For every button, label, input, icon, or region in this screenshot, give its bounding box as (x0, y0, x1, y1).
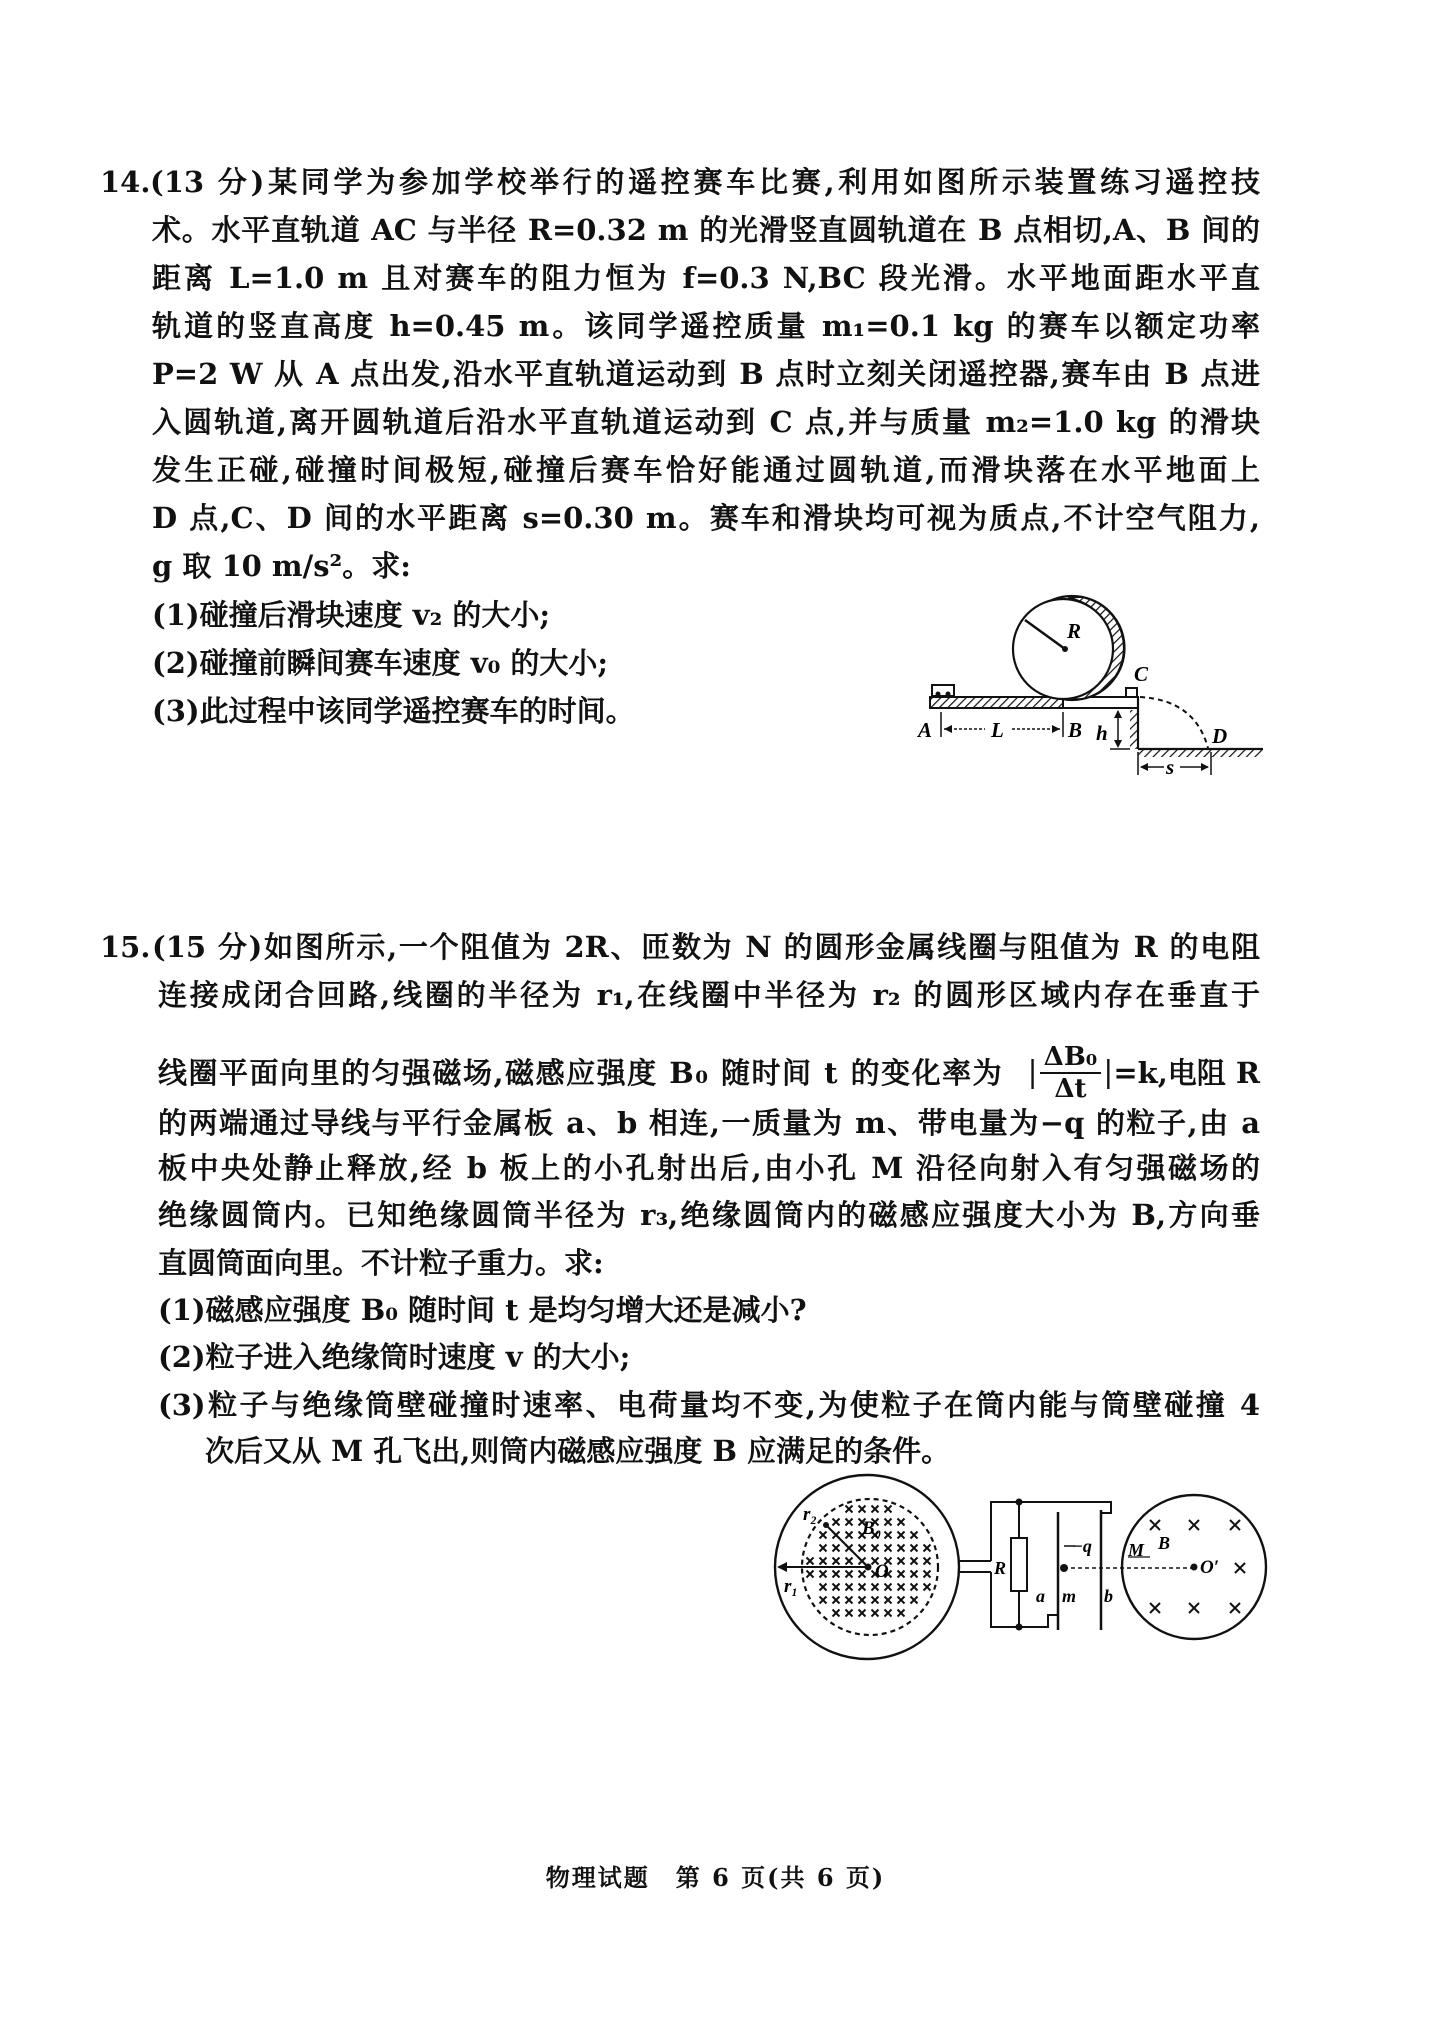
field-cross-mark (885, 1545, 892, 1552)
label-B: B (1158, 1533, 1171, 1553)
field-cross-mark (924, 1558, 931, 1565)
field-cross-mark (846, 1506, 853, 1513)
subquestion: (1)碰撞后滑块速度 v₂ 的大小; (152, 598, 551, 632)
field-cross-mark (872, 1545, 879, 1552)
label-D: D (1212, 724, 1228, 748)
question-text-line: g 取 10 m/s²。求: (152, 549, 411, 583)
label-b: b (1104, 1586, 1113, 1606)
label-A: A (918, 718, 933, 742)
question-text-line-with-fraction: 线圈平面向里的匀强磁场,磁感应强度 B₀ 随时间 t 的变化率为 | $\frac{\text{ΔB₀}}{\Delta t}$ | =k,电阻 R (158, 1042, 1260, 1104)
field-cross-mark (885, 1506, 892, 1513)
field-cross-mark (820, 1571, 827, 1578)
trajectory (1140, 697, 1208, 748)
field-cross-mark (924, 1545, 931, 1552)
label-L: L (991, 718, 1004, 742)
question-number: 15. (100, 930, 151, 964)
field-cross-mark (807, 1571, 814, 1578)
field-cross-mark (820, 1597, 827, 1604)
field-cross-mark (924, 1571, 931, 1578)
question-text-line: (13 分)某同学为参加学校举行的遥控赛车比赛,利用如图所示装置练习遥控技 (150, 165, 1260, 199)
fraction-denominator: Δt (1054, 1074, 1087, 1104)
field-cross-mark (820, 1558, 827, 1565)
field-cross-mark (807, 1558, 814, 1565)
question-text-line: 连接成闭合回路,线圈的半径为 r₁,在线圈中半径为 r₂ 的圆形区域内存在垂直于 (158, 978, 1260, 1012)
race-car (932, 685, 954, 696)
field-cross-mark (898, 1532, 905, 1539)
field-cross-mark (911, 1584, 918, 1591)
field-cross-mark (846, 1558, 853, 1565)
field-cross-mark (846, 1597, 853, 1604)
field-cross-mark (911, 1558, 918, 1565)
question-text-line: P=2 W 从 A 点出发,沿水平直轨道运动到 B 点时立刻关闭遥控器,赛车由 B 点进 (152, 357, 1260, 391)
subquestion-continued: 次后又从 M 孔飞出,则筒内磁感应强度 B 应满足的条件。 (205, 1434, 951, 1468)
label-r2: r₂ (803, 1504, 818, 1525)
field-cross-mark (1235, 1563, 1245, 1573)
track-loop-figure (915, 585, 1275, 785)
rate-fraction (1040, 1042, 1102, 1104)
field-cross-mark (1189, 1603, 1199, 1613)
slider-block (1126, 688, 1137, 697)
field-cross-mark (872, 1597, 879, 1604)
label-a: a (1036, 1586, 1045, 1606)
field-cross-mark (846, 1571, 853, 1578)
question-text-line: 板中央处静止释放,经 b 板上的小孔射出后,由小孔 M 沿径向射入有匀强磁场的 (158, 1151, 1260, 1185)
field-cross-mark (1150, 1520, 1160, 1530)
label-R: R (1067, 619, 1082, 643)
coil-circuit-figure (765, 1465, 1285, 1675)
field-cross-mark (898, 1584, 905, 1591)
subquestion: (1)磁感应强度 B₀ 随时间 t 是均匀增大还是减小? (158, 1293, 807, 1327)
question-text-line: 直圆筒面向里。不计粒子重力。求: (158, 1246, 604, 1280)
field-cross-mark (898, 1610, 905, 1617)
field-cross-mark (833, 1597, 840, 1604)
field-cross-mark (833, 1610, 840, 1617)
text-segment: =k,电阻 R (1113, 1056, 1260, 1090)
question-text-line: 发生正碰,碰撞时间极短,碰撞后赛车恰好能通过圆轨道,而滑块落在水平地面上 (152, 453, 1260, 487)
field-cross-mark (885, 1584, 892, 1591)
field-cross-mark (859, 1545, 866, 1552)
label-m: m (1062, 1586, 1077, 1606)
question-text-line: 距离 L=1.0 m 且对赛车的阻力恒为 f=0.3 N,BC 段光滑。水平地面距水平直 (152, 261, 1260, 295)
field-cross-mark (859, 1571, 866, 1578)
field-cross-mark (859, 1597, 866, 1604)
field-cross-mark (885, 1532, 892, 1539)
field-cross-mark (872, 1506, 879, 1513)
field-cross-mark (872, 1610, 879, 1617)
field-cross-mark (859, 1506, 866, 1513)
text-segment: 线圈平面向里的匀强磁场,磁感应强度 B₀ 随时间 t 的变化率为 (158, 1056, 1004, 1090)
field-cross-mark (846, 1519, 853, 1526)
field-cross-mark (911, 1545, 918, 1552)
field-cross-mark (898, 1558, 905, 1565)
question-text-line: D 点,C、D 间的水平距离 s=0.30 m。赛车和滑块均可视为质点,不计空气阻力, (152, 501, 1260, 535)
field-cross-mark (911, 1571, 918, 1578)
field-cross-mark (859, 1584, 866, 1591)
field-cross-mark (872, 1584, 879, 1591)
label-O-prime: O′ (1200, 1557, 1220, 1578)
subquestion: (3)此过程中该同学遥控赛车的时间。 (152, 694, 635, 728)
field-cross-mark (846, 1584, 853, 1591)
field-cross-mark (820, 1545, 827, 1552)
field-cross-mark (833, 1571, 840, 1578)
field-cross-mark (846, 1532, 853, 1539)
question-text-line: 入圆轨道,离开圆轨道后沿水平直轨道运动到 C 点,并与质量 m₂=1.0 kg 的滑块 (152, 405, 1260, 439)
label-q: −q (1072, 1536, 1092, 1556)
label-r1: r₁ (784, 1576, 799, 1597)
field-cross-mark (885, 1610, 892, 1617)
field-cross-mark (1189, 1520, 1199, 1530)
track-ab (930, 697, 1063, 708)
field-cross-mark (898, 1545, 905, 1552)
label-h: h (1096, 721, 1108, 745)
question-text-line: 绝缘圆筒内。已知绝缘圆筒半径为 r₃,绝缘圆筒内的磁感应强度大小为 B,方向垂 (158, 1198, 1260, 1232)
label-s: s (1166, 755, 1175, 779)
field-cross-mark (1230, 1520, 1240, 1530)
label-C: C (1134, 662, 1149, 686)
page-footer: 物理试题 第 6 页(共 6 页) (545, 1863, 886, 1892)
resistor (1011, 1538, 1027, 1591)
subquestion: (3)粒子与绝缘筒壁碰撞时速率、电荷量均不变,为使粒子在筒内能与筒壁碰撞 4 (158, 1388, 1260, 1422)
fraction-numerator: ΔB₀ (1040, 1042, 1102, 1074)
field-cross-mark (911, 1532, 918, 1539)
field-cross-mark (820, 1584, 827, 1591)
label-B: B (1068, 718, 1083, 742)
field-cross-mark (924, 1584, 931, 1591)
field-cross-mark (898, 1597, 905, 1604)
field-cross-mark (846, 1610, 853, 1617)
field-cross-mark (1150, 1603, 1160, 1613)
label-R: R (994, 1558, 1007, 1578)
label-O: O (875, 1561, 889, 1582)
field-cross-mark (911, 1597, 918, 1604)
field-cross-mark (833, 1584, 840, 1591)
field-cross-mark (859, 1610, 866, 1617)
field-cross-mark (1230, 1603, 1240, 1613)
field-cross-mark (898, 1519, 905, 1526)
label-M: M (1128, 1540, 1145, 1560)
question-text-line: (15 分)如图所示,一个阻值为 2R、匝数为 N 的圆形金属线圈与阻值为 R 的电阻 (152, 930, 1260, 964)
subquestion: (2)粒子进入绝缘筒时速度 v 的大小; (158, 1340, 631, 1374)
question-number: 14. (100, 165, 151, 199)
field-cross-mark (898, 1571, 905, 1578)
field-cross-mark (833, 1545, 840, 1552)
question-text-line: 的两端通过导线与平行金属板 a、b 相连,一质量为 m、带电量为−q 的粒子,由 a (158, 1106, 1260, 1140)
field-cross-mark (833, 1519, 840, 1526)
question-text-line: 术。水平直轨道 AC 与半径 R=0.32 m 的光滑竖直圆轨道在 B 点相切,A、B 间的 (152, 213, 1260, 247)
field-cross-mark (820, 1532, 827, 1539)
label-B0: B₀ (862, 1518, 882, 1539)
field-cross-mark (885, 1519, 892, 1526)
subquestion: (2)碰撞前瞬间赛车速度 v₀ 的大小; (152, 646, 609, 680)
question-text-line: 轨道的竖直高度 h=0.45 m。该同学遥控质量 m₁=0.1 kg 的赛车以额定功率 (152, 309, 1260, 343)
field-cross-mark (885, 1597, 892, 1604)
field-cross-mark (833, 1558, 840, 1565)
